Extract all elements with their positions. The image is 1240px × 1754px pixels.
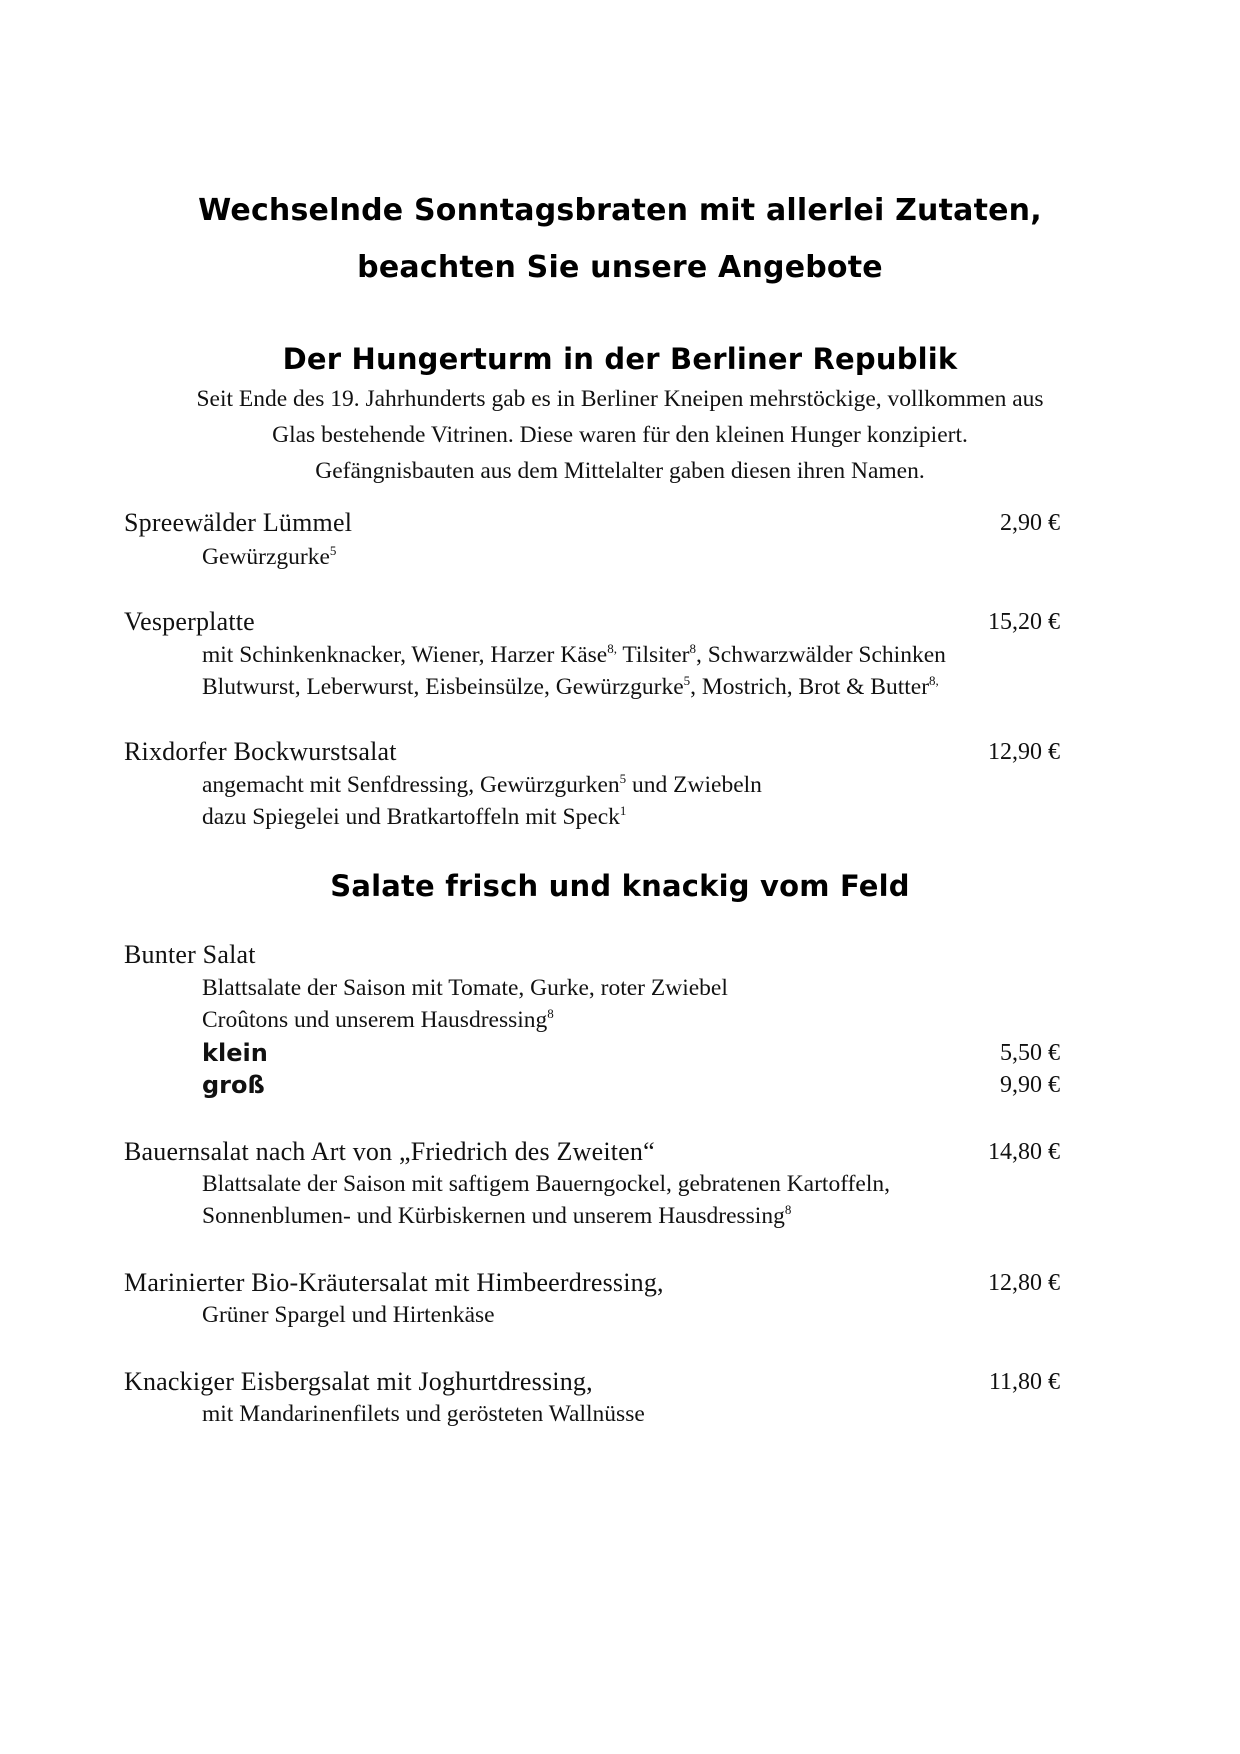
item-price: 11,80 € bbox=[988, 1369, 1060, 1395]
item-price: 12,80 € bbox=[988, 1270, 1060, 1296]
item-name: Rixdorfer Bockwurstsalat bbox=[124, 737, 397, 766]
intro-line: Seit Ende des 19. Jahrhunderts gab es in Berliner Kneipen mehrstöckige, vollkommen aus bbox=[196, 386, 1044, 412]
item-description: Blutwurst, Leberwurst, Eisbeinsülze, Gewürzgurke$^5$, Mostrich, Brot & Butter$^{8,}$ bbox=[202, 673, 939, 700]
item-price: 2,90 € bbox=[1000, 510, 1060, 536]
item-description: dazu Spiegelei und Bratkartoffeln mit Speck$^1$ bbox=[202, 803, 627, 830]
intro-line: Gefängnisbauten aus dem Mittelalter gaben diesen ihren Namen. bbox=[315, 458, 925, 484]
item-name: Knackiger Eisbergsalat mit Joghurtdressing, bbox=[124, 1367, 593, 1396]
section-intro bbox=[0, 381, 1240, 489]
item-name: Spreewälder Lümmel bbox=[124, 508, 353, 537]
intro-line: Glas bestehende Vitrinen. Diese waren für den kleinen Hunger konzipiert. bbox=[272, 422, 968, 448]
item-description: Grüner Spargel und Hirtenkäse bbox=[202, 1302, 495, 1328]
size-price-klein: 5,50 € bbox=[1000, 1040, 1060, 1066]
item-price: 15,20 € bbox=[988, 609, 1060, 635]
item-name: Bunter Salat bbox=[124, 940, 256, 969]
item-description: Gewürzgurke$^5$ bbox=[202, 543, 337, 570]
header-line-2: beachten Sie unsere Angebote bbox=[357, 250, 883, 285]
item-name: Marinierter Bio-Kräutersalat mit Himbeerdressing, bbox=[124, 1268, 664, 1297]
size-label-gross: groß bbox=[202, 1071, 265, 1099]
item-description: Blattsalate der Saison mit saftigem Bauerngockel, gebratenen Kartoffeln, bbox=[202, 1171, 891, 1197]
item-description: Croûtons und unserem Hausdressing$^8$ bbox=[202, 1006, 554, 1033]
item-description: angemacht mit Senfdressing, Gewürzgurken$^5$ und Zwiebeln bbox=[202, 771, 762, 798]
size-price-gross: 9,90 € bbox=[1000, 1072, 1060, 1098]
item-price: 12,90 € bbox=[988, 739, 1060, 765]
item-description: Sonnenblumen- und Kürbiskernen und unserem Hausdressing$^8$ bbox=[202, 1202, 792, 1229]
item-price: 14,80 € bbox=[988, 1139, 1060, 1165]
size-label-klein: klein bbox=[202, 1039, 268, 1067]
item-description: mit Mandarinenfilets und gerösteten Wallnüsse bbox=[202, 1401, 645, 1427]
item-description: mit Schinkenknacker, Wiener, Harzer Käse$^{8,}$ Tilsiter$^8$, Schwarzwälder Schinken bbox=[202, 641, 946, 668]
item-name: Vesperplatte bbox=[124, 607, 255, 636]
section-title-hungerturm: Der Hungerturm in der Berliner Republik bbox=[282, 342, 958, 376]
item-name: Bauernsalat nach Art von „Friedrich des Zweiten“ bbox=[124, 1137, 655, 1166]
header-line-1: Wechselnde Sonntagsbraten mit allerlei Zutaten, bbox=[198, 193, 1042, 228]
section-title-salate: Salate frisch und knackig vom Feld bbox=[330, 869, 910, 903]
item-description: Blattsalate der Saison mit Tomate, Gurke, roter Zwiebel bbox=[202, 975, 728, 1001]
